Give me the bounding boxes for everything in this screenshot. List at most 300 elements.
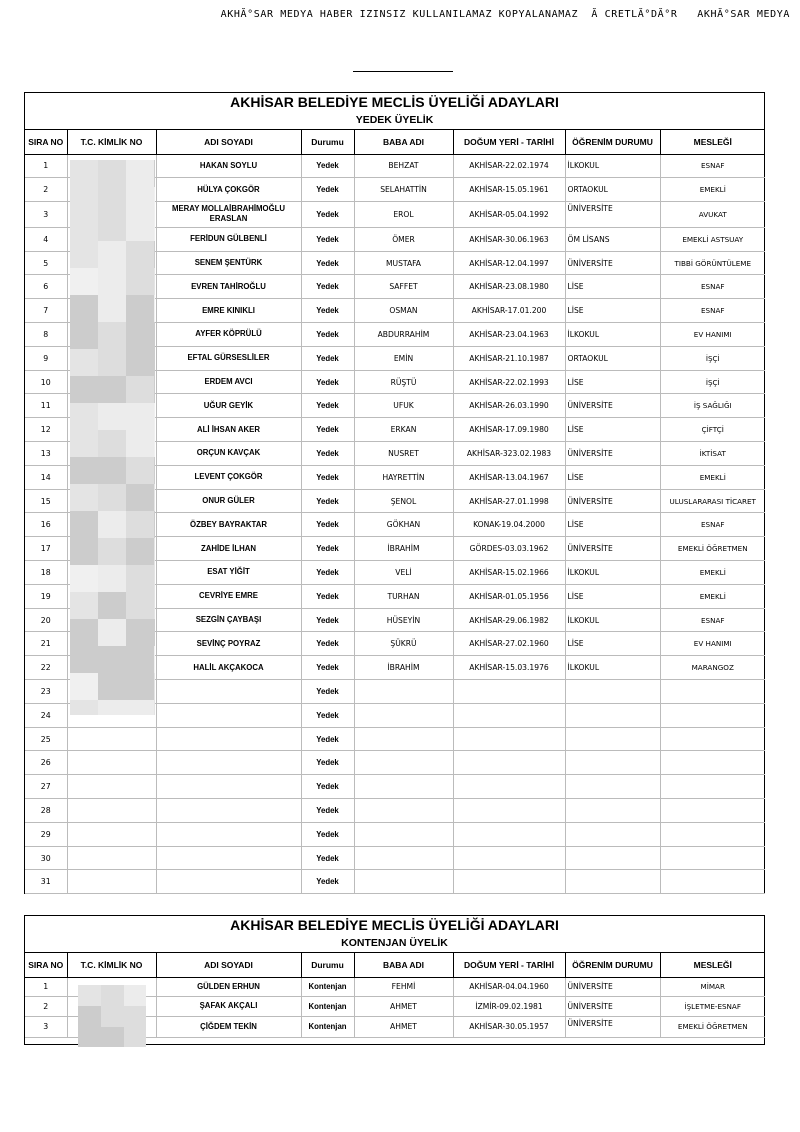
- redaction-pixel: [154, 538, 155, 565]
- redaction-pixel: [101, 1027, 124, 1047]
- candidate-name: ÇİĞDEM TEKİN: [156, 1016, 301, 1038]
- father-name: EROL: [354, 202, 453, 228]
- tc-redaction-blur: [70, 160, 155, 715]
- redaction-pixel: [154, 349, 155, 376]
- redaction-pixel: [126, 349, 154, 376]
- row-number: 3: [25, 1016, 67, 1038]
- education-level: ÜNİVERSİTE: [565, 202, 660, 228]
- education-level: [565, 703, 660, 727]
- redaction-pixel: [154, 700, 155, 715]
- birth-place-date: AKHİSAR-323.02.1983: [453, 442, 565, 466]
- birth-place-date: [453, 680, 565, 704]
- row-number: 20: [25, 608, 67, 632]
- redaction-pixel: [124, 1027, 146, 1047]
- father-name: ŞENOL: [354, 489, 453, 513]
- row-number: 1: [25, 977, 67, 997]
- table-header-row: [25, 130, 765, 154]
- redaction-pixel: [126, 241, 154, 268]
- birth-place-date: AKHİSAR-22.02.1974: [453, 154, 565, 178]
- signature-line: [353, 71, 453, 72]
- redaction-pixel: [70, 268, 98, 295]
- candidate-status: Yedek: [301, 561, 354, 585]
- tc-kimlik-cell: [67, 822, 156, 846]
- table-row: [25, 775, 765, 799]
- profession: İŞLETME-ESNAF: [660, 997, 765, 1017]
- profession: İKTİSAT: [660, 442, 765, 466]
- yedek-subtitle: YEDEK ÜYELİK: [25, 112, 764, 130]
- father-name: [354, 870, 453, 894]
- tc-redaction-blur: [78, 985, 146, 1047]
- education-level: İLKOKUL: [565, 323, 660, 347]
- birth-place-date: [453, 870, 565, 894]
- profession: EMEKLİ: [660, 465, 765, 489]
- candidate-name: UĞUR GEYİK: [156, 394, 301, 418]
- candidate-status: Yedek: [301, 418, 354, 442]
- redaction-pixel: [126, 592, 154, 619]
- redaction-pixel: [126, 295, 154, 322]
- row-number: 22: [25, 656, 67, 680]
- candidate-name: SENEM ŞENTÜRK: [156, 251, 301, 275]
- profession: EMEKLİ: [660, 584, 765, 608]
- row-number: 7: [25, 299, 67, 323]
- redaction-pixel: [98, 484, 126, 511]
- education-level: ORTAOKUL: [565, 346, 660, 370]
- education-level: ÜNİVERSİTE: [565, 442, 660, 466]
- redaction-pixel: [124, 1006, 146, 1027]
- redaction-pixel: [98, 295, 126, 322]
- header-prof: MESLEĞİ: [660, 130, 765, 154]
- redaction-pixel: [154, 592, 155, 619]
- row-number: 5: [25, 251, 67, 275]
- birth-place-date: AKHİSAR-12.04.1997: [453, 251, 565, 275]
- candidate-status: Yedek: [301, 537, 354, 561]
- candidate-status: Yedek: [301, 822, 354, 846]
- father-name: ERKAN: [354, 418, 453, 442]
- father-name: RÜŞTÜ: [354, 370, 453, 394]
- row-number: 14: [25, 465, 67, 489]
- redaction-pixel: [154, 322, 155, 349]
- candidate-name: HÜLYA ÇOKGÖR: [156, 178, 301, 202]
- redaction-pixel: [126, 457, 154, 484]
- candidate-name: [156, 680, 301, 704]
- profession: MİMAR: [660, 977, 765, 997]
- redaction-pixel: [98, 376, 126, 403]
- candidate-status: Yedek: [301, 727, 354, 751]
- father-name: [354, 846, 453, 870]
- father-name: NUSRET: [354, 442, 453, 466]
- profession: [660, 680, 765, 704]
- redaction-pixel: [126, 538, 154, 565]
- birth-place-date: KONAK-19.04.2000: [453, 513, 565, 537]
- father-name: HÜSEYİN: [354, 608, 453, 632]
- redaction-pixel: [154, 295, 155, 322]
- profession: ÇİFTÇİ: [660, 418, 765, 442]
- profession: EMEKLİ ÖĞRETMEN: [660, 1016, 765, 1038]
- education-level: LİSE: [565, 465, 660, 489]
- education-level: [565, 870, 660, 894]
- redaction-pixel: [126, 511, 154, 538]
- redaction-pixel: [98, 538, 126, 565]
- profession: İŞÇİ: [660, 346, 765, 370]
- candidate-name: ÖZBEY BAYRAKTAR: [156, 513, 301, 537]
- redaction-pixel: [154, 214, 155, 241]
- tc-kimlik-cell: [67, 751, 156, 775]
- row-number: 19: [25, 584, 67, 608]
- candidate-status: Kontenjan: [301, 977, 354, 997]
- redaction-pixel: [70, 619, 98, 646]
- redaction-pixel: [70, 484, 98, 511]
- education-level: ÜNİVERSİTE: [565, 537, 660, 561]
- row-number: 6: [25, 275, 67, 299]
- father-name: AHMET: [354, 1016, 453, 1038]
- father-name: [354, 822, 453, 846]
- header-no: SIRA NO: [25, 953, 67, 977]
- father-name: [354, 799, 453, 823]
- birth-place-date: [453, 822, 565, 846]
- birth-place-date: [453, 775, 565, 799]
- row-number: 12: [25, 418, 67, 442]
- redaction-pixel: [70, 646, 98, 673]
- father-name: ŞÜKRÜ: [354, 632, 453, 656]
- redaction-pixel: [70, 295, 98, 322]
- row-number: 31: [25, 870, 67, 894]
- candidate-status: Yedek: [301, 346, 354, 370]
- profession: EV HANIMI: [660, 323, 765, 347]
- candidate-status: Yedek: [301, 275, 354, 299]
- father-name: [354, 775, 453, 799]
- education-level: [565, 751, 660, 775]
- redaction-pixel: [78, 1027, 101, 1047]
- candidate-status: Yedek: [301, 154, 354, 178]
- redaction-pixel: [98, 592, 126, 619]
- candidate-status: Yedek: [301, 584, 354, 608]
- candidate-name: HAKAN SOYLU: [156, 154, 301, 178]
- birth-place-date: [453, 703, 565, 727]
- candidate-status: Yedek: [301, 870, 354, 894]
- redaction-pixel: [98, 403, 126, 430]
- education-level: LİSE: [565, 418, 660, 442]
- tc-kimlik-cell: [67, 799, 156, 823]
- candidate-name: CEVRİYE EMRE: [156, 584, 301, 608]
- redaction-pixel: [70, 187, 98, 214]
- education-level: ÜNİVERSİTE: [565, 1016, 660, 1038]
- father-name: EMİN: [354, 346, 453, 370]
- redaction-pixel: [126, 673, 154, 700]
- candidate-status: Kontenjan: [301, 1016, 354, 1038]
- redaction-pixel: [126, 619, 154, 646]
- father-name: OSMAN: [354, 299, 453, 323]
- education-level: LİSE: [565, 299, 660, 323]
- redaction-pixel: [98, 700, 126, 715]
- redaction-pixel: [98, 160, 126, 187]
- candidate-status: Yedek: [301, 465, 354, 489]
- father-name: [354, 727, 453, 751]
- profession: [660, 751, 765, 775]
- table-row: [25, 846, 765, 870]
- candidate-name: ALİ İHSAN AKER: [156, 418, 301, 442]
- redaction-pixel: [126, 268, 154, 295]
- redaction-pixel: [70, 376, 98, 403]
- redaction-pixel: [154, 430, 155, 457]
- candidate-status: Yedek: [301, 442, 354, 466]
- redaction-pixel: [98, 268, 126, 295]
- header-father: BABA ADI: [354, 953, 453, 977]
- candidate-name: AYFER KÖPRÜLÜ: [156, 323, 301, 347]
- row-number: 27: [25, 775, 67, 799]
- redaction-pixel: [70, 349, 98, 376]
- candidate-status: Yedek: [301, 799, 354, 823]
- redaction-pixel: [126, 322, 154, 349]
- redaction-pixel: [124, 985, 146, 1006]
- candidate-name: [156, 703, 301, 727]
- candidate-name: EVREN TAHİROĞLU: [156, 275, 301, 299]
- candidate-name: SEVİNÇ POYRAZ: [156, 632, 301, 656]
- profession: [660, 870, 765, 894]
- header-status: Durumu: [301, 130, 354, 154]
- candidate-name: ERDEM AVCI: [156, 370, 301, 394]
- education-level: LİSE: [565, 370, 660, 394]
- profession: ESNAF: [660, 154, 765, 178]
- profession: ESNAF: [660, 275, 765, 299]
- candidate-name: EMRE KINIKLI: [156, 299, 301, 323]
- redaction-pixel: [154, 241, 155, 268]
- education-level: İLKOKUL: [565, 656, 660, 680]
- education-level: ÜNİVERSİTE: [565, 394, 660, 418]
- redaction-pixel: [70, 322, 98, 349]
- header-tc: T.C. KİMLİK NO: [67, 953, 156, 977]
- redaction-pixel: [70, 700, 98, 715]
- row-number: 1: [25, 154, 67, 178]
- row-number: 2: [25, 997, 67, 1017]
- candidate-name: [156, 751, 301, 775]
- education-level: İLKOKUL: [565, 154, 660, 178]
- header-father: BABA ADI: [354, 130, 453, 154]
- row-number: 8: [25, 323, 67, 347]
- redaction-pixel: [70, 538, 98, 565]
- profession: ESNAF: [660, 608, 765, 632]
- redaction-pixel: [101, 1006, 124, 1027]
- profession: [660, 727, 765, 751]
- redaction-pixel: [154, 511, 155, 538]
- candidate-name: ŞAFAK AKÇALI: [156, 997, 301, 1017]
- row-number: 25: [25, 727, 67, 751]
- birth-place-date: AKHİSAR-17.01.200: [453, 299, 565, 323]
- header-status: Durumu: [301, 953, 354, 977]
- redaction-pixel: [70, 160, 98, 187]
- father-name: ABDURRAHİM: [354, 323, 453, 347]
- redaction-pixel: [78, 985, 101, 1006]
- redaction-pixel: [70, 511, 98, 538]
- candidate-status: Yedek: [301, 370, 354, 394]
- education-level: ÜNİVERSİTE: [565, 997, 660, 1017]
- row-number: 15: [25, 489, 67, 513]
- birth-place-date: AKHİSAR-15.03.1976: [453, 656, 565, 680]
- row-number: 24: [25, 703, 67, 727]
- father-name: VELİ: [354, 561, 453, 585]
- profession: [660, 846, 765, 870]
- candidate-name: LEVENT ÇOKGÖR: [156, 465, 301, 489]
- profession: İŞ SAĞLIĞI: [660, 394, 765, 418]
- redaction-pixel: [126, 160, 154, 187]
- education-level: LİSE: [565, 513, 660, 537]
- profession: İŞÇİ: [660, 370, 765, 394]
- redaction-pixel: [70, 214, 98, 241]
- father-name: [354, 680, 453, 704]
- education-level: LİSE: [565, 584, 660, 608]
- tc-kimlik-cell: [67, 870, 156, 894]
- redaction-pixel: [101, 985, 124, 1006]
- redaction-pixel: [98, 322, 126, 349]
- header-edu: ÖĞRENİM DURUMU: [565, 130, 660, 154]
- candidate-name: FERİDUN GÜLBENLİ: [156, 227, 301, 251]
- redaction-pixel: [154, 403, 155, 430]
- education-level: [565, 822, 660, 846]
- candidate-status: Yedek: [301, 202, 354, 228]
- father-name: SAFFET: [354, 275, 453, 299]
- father-name: TURHAN: [354, 584, 453, 608]
- birth-place-date: AKHİSAR-01.05.1956: [453, 584, 565, 608]
- profession: EMEKLİ: [660, 178, 765, 202]
- redaction-pixel: [154, 484, 155, 511]
- candidate-status: Yedek: [301, 394, 354, 418]
- birth-place-date: GÖRDES-03.03.1962: [453, 537, 565, 561]
- header-birth: DOĞUM YERİ - TARİHİ: [453, 953, 565, 977]
- header-tc: T.C. KİMLİK NO: [67, 130, 156, 154]
- birth-place-date: AKHİSAR-04.04.1960: [453, 977, 565, 997]
- redaction-pixel: [126, 700, 154, 715]
- profession: EMEKLİ: [660, 561, 765, 585]
- father-name: [354, 751, 453, 775]
- birth-place-date: AKHİSAR-27.01.1998: [453, 489, 565, 513]
- profession: EMEKLİ ASTSUAY: [660, 227, 765, 251]
- birth-place-date: AKHİSAR-23.04.1963: [453, 323, 565, 347]
- profession: [660, 703, 765, 727]
- redaction-pixel: [126, 565, 154, 592]
- row-number: 29: [25, 822, 67, 846]
- row-number: 18: [25, 561, 67, 585]
- header-birth: DOĞUM YERİ - TARİHİ: [453, 130, 565, 154]
- education-level: [565, 680, 660, 704]
- row-number: 2: [25, 178, 67, 202]
- table-row: [25, 822, 765, 846]
- birth-place-date: [453, 751, 565, 775]
- candidate-name: GÜLDEN ERHUN: [156, 977, 301, 997]
- education-level: ÜNİVERSİTE: [565, 489, 660, 513]
- redaction-pixel: [98, 511, 126, 538]
- profession: ULUSLARARASI TİCARET: [660, 489, 765, 513]
- birth-place-date: [453, 727, 565, 751]
- redaction-pixel: [154, 376, 155, 403]
- redaction-pixel: [70, 403, 98, 430]
- education-level: [565, 846, 660, 870]
- redaction-pixel: [70, 241, 98, 268]
- row-number: 10: [25, 370, 67, 394]
- candidate-status: Yedek: [301, 846, 354, 870]
- birth-place-date: AKHİSAR-15.02.1966: [453, 561, 565, 585]
- education-level: LİSE: [565, 275, 660, 299]
- header-name: ADI SOYADI: [156, 953, 301, 977]
- candidate-status: Yedek: [301, 680, 354, 704]
- candidate-status: Yedek: [301, 178, 354, 202]
- tc-kimlik-cell: [67, 846, 156, 870]
- candidate-name: EFTAL GÜRSESLİLER: [156, 346, 301, 370]
- birth-place-date: [453, 799, 565, 823]
- redaction-pixel: [70, 592, 98, 619]
- candidate-name: [156, 846, 301, 870]
- father-name: MUSTAFA: [354, 251, 453, 275]
- redaction-pixel: [154, 187, 155, 214]
- redaction-pixel: [98, 646, 126, 673]
- redaction-pixel: [154, 160, 155, 187]
- profession: EV HANIMI: [660, 632, 765, 656]
- education-level: [565, 799, 660, 823]
- father-name: İBRAHİM: [354, 537, 453, 561]
- redaction-pixel: [154, 619, 155, 646]
- father-name: UFUK: [354, 394, 453, 418]
- redaction-pixel: [98, 349, 126, 376]
- candidate-name: SEZGİN ÇAYBAŞI: [156, 608, 301, 632]
- header-no: SIRA NO: [25, 130, 67, 154]
- profession: TIBBİ GÖRÜNTÜLEME: [660, 251, 765, 275]
- table-row: [25, 727, 765, 751]
- tc-kimlik-cell: [67, 775, 156, 799]
- table-row: [25, 870, 765, 894]
- candidate-name: ONUR GÜLER: [156, 489, 301, 513]
- birth-place-date: AKHİSAR-30.05.1957: [453, 1016, 565, 1038]
- redaction-pixel: [98, 430, 126, 457]
- watermark-text: AKHĂ°SAR MEDYA HABER IZINSIZ KULLANILAMAZ KOPYALANAMAZ Ă CRETLĂ°DĂ°R AKHĂ°SAR MEDYA: [220, 9, 790, 20]
- birth-place-date: İZMİR-09.02.1981: [453, 997, 565, 1017]
- candidate-name: [156, 799, 301, 823]
- redaction-pixel: [154, 457, 155, 484]
- row-number: 9: [25, 346, 67, 370]
- birth-place-date: AKHİSAR-05.04.1992: [453, 202, 565, 228]
- redaction-pixel: [154, 646, 155, 673]
- education-level: LİSE: [565, 632, 660, 656]
- row-number: 23: [25, 680, 67, 704]
- candidate-status: Yedek: [301, 251, 354, 275]
- redaction-pixel: [98, 187, 126, 214]
- profession: ESNAF: [660, 513, 765, 537]
- candidate-status: Yedek: [301, 489, 354, 513]
- redaction-pixel: [98, 214, 126, 241]
- candidate-status: Yedek: [301, 632, 354, 656]
- row-number: 3: [25, 202, 67, 228]
- birth-place-date: AKHİSAR-30.06.1963: [453, 227, 565, 251]
- header-edu: ÖĞRENİM DURUMU: [565, 953, 660, 977]
- kontenjan-title: AKHİSAR BELEDİYE MECLİS ÜYELİĞİ ADAYLARI: [230, 917, 559, 933]
- profession: [660, 775, 765, 799]
- row-number: 4: [25, 227, 67, 251]
- father-name: ÖMER: [354, 227, 453, 251]
- father-name: İBRAHİM: [354, 656, 453, 680]
- birth-place-date: AKHİSAR-22.02.1993: [453, 370, 565, 394]
- profession: ESNAF: [660, 299, 765, 323]
- father-name: SELAHATTİN: [354, 178, 453, 202]
- birth-place-date: AKHİSAR-15.05.1961: [453, 178, 565, 202]
- table-row: [25, 799, 765, 823]
- father-name: AHMET: [354, 997, 453, 1017]
- row-number: 17: [25, 537, 67, 561]
- table-row: [25, 751, 765, 775]
- education-level: ÜNİVERSİTE: [565, 977, 660, 997]
- father-name: BEHZAT: [354, 154, 453, 178]
- redaction-pixel: [70, 457, 98, 484]
- candidate-status: Yedek: [301, 608, 354, 632]
- redaction-pixel: [98, 565, 126, 592]
- birth-place-date: AKHİSAR-27.02.1960: [453, 632, 565, 656]
- father-name: FEHMİ: [354, 977, 453, 997]
